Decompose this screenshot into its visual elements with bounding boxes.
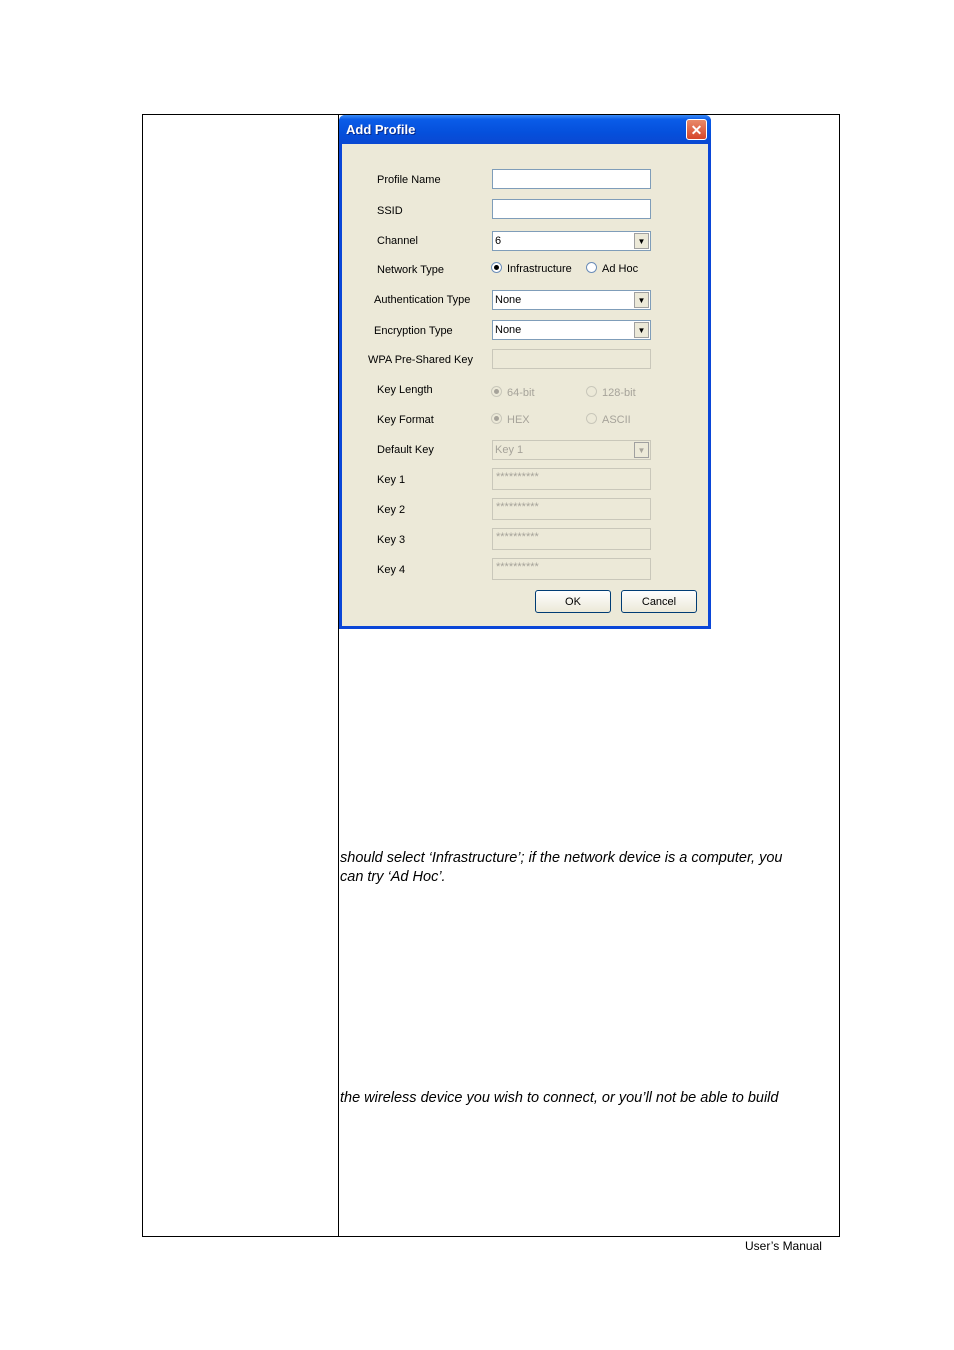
cancel-button[interactable]: Cancel xyxy=(621,590,697,613)
channel-select[interactable] xyxy=(492,231,651,251)
key4-label: Key 4 xyxy=(377,564,406,576)
network-type-description-line2: can try ‘Ad Hoc’. xyxy=(340,869,446,885)
infrastructure-label: Infrastructure xyxy=(507,263,572,275)
channel-value: 6 xyxy=(495,235,502,247)
key-length-64-label: 64-bit xyxy=(507,387,535,399)
default-key-value: Key 1 xyxy=(495,444,524,456)
adhoc-label: Ad Hoc xyxy=(602,263,639,275)
key-format-ascii-radio[interactable] xyxy=(586,413,597,424)
authentication-type-select[interactable] xyxy=(492,290,651,310)
key4-input[interactable]: ********** xyxy=(492,558,651,580)
encryption-type-value: None xyxy=(495,324,522,336)
chevron-down-icon[interactable]: ▼ xyxy=(634,292,649,308)
close-icon[interactable]: ✕ xyxy=(686,119,707,140)
chevron-down-icon[interactable]: ▼ xyxy=(634,442,649,458)
key-length-label: Key Length xyxy=(377,384,433,396)
wpa-psk-input[interactable] xyxy=(492,349,651,369)
key1-label: Key 1 xyxy=(377,474,406,486)
key-length-64-radio[interactable] xyxy=(491,386,502,397)
profile-name-input[interactable] xyxy=(492,169,651,189)
add-profile-dialog xyxy=(339,115,711,629)
ok-button[interactable]: OK xyxy=(535,590,611,613)
channel-label: Channel xyxy=(377,235,418,247)
profile-name-label: Profile Name xyxy=(377,174,441,186)
network-type-label: Network Type xyxy=(377,264,445,276)
key2-input[interactable]: ********** xyxy=(492,498,651,520)
dialog-client-area xyxy=(342,144,708,626)
default-key-select[interactable] xyxy=(492,440,651,460)
connection-warning-line: the wireless device you wish to connect, or you’ll not be able to build xyxy=(340,1090,779,1106)
wpa-psk-label: WPA Pre-Shared Key xyxy=(368,354,473,366)
authentication-type-label: Authentication Type xyxy=(374,294,471,306)
ssid-input[interactable] xyxy=(492,199,651,219)
chevron-down-icon[interactable]: ▼ xyxy=(634,322,649,338)
encryption-type-select[interactable] xyxy=(492,320,651,340)
key-format-ascii-label: ASCII xyxy=(602,414,631,426)
infrastructure-radio[interactable] xyxy=(491,262,502,273)
key-format-hex-radio[interactable] xyxy=(491,413,502,424)
key2-label: Key 2 xyxy=(377,504,406,516)
encryption-type-label: Encryption Type xyxy=(374,325,453,337)
adhoc-radio[interactable] xyxy=(586,262,597,273)
key-format-hex-label: HEX xyxy=(507,414,530,426)
network-type-description-line1: should select ‘Infrastructure’; if the network device is a computer, you xyxy=(340,850,783,866)
default-key-label: Default Key xyxy=(377,444,434,456)
key-length-128-label: 128-bit xyxy=(602,387,636,399)
chevron-down-icon[interactable]: ▼ xyxy=(634,233,649,249)
ssid-label: SSID xyxy=(377,205,403,217)
dialog-titlebar[interactable] xyxy=(339,115,711,144)
key-length-128-radio[interactable] xyxy=(586,386,597,397)
authentication-type-value: None xyxy=(495,294,522,306)
key3-label: Key 3 xyxy=(377,534,406,546)
dialog-title: Add Profile xyxy=(346,122,416,137)
key3-input[interactable]: ********** xyxy=(492,528,651,550)
key-format-label: Key Format xyxy=(377,414,434,426)
key1-input[interactable]: ********** xyxy=(492,468,651,490)
page-footer: User’s Manual xyxy=(745,1239,822,1253)
